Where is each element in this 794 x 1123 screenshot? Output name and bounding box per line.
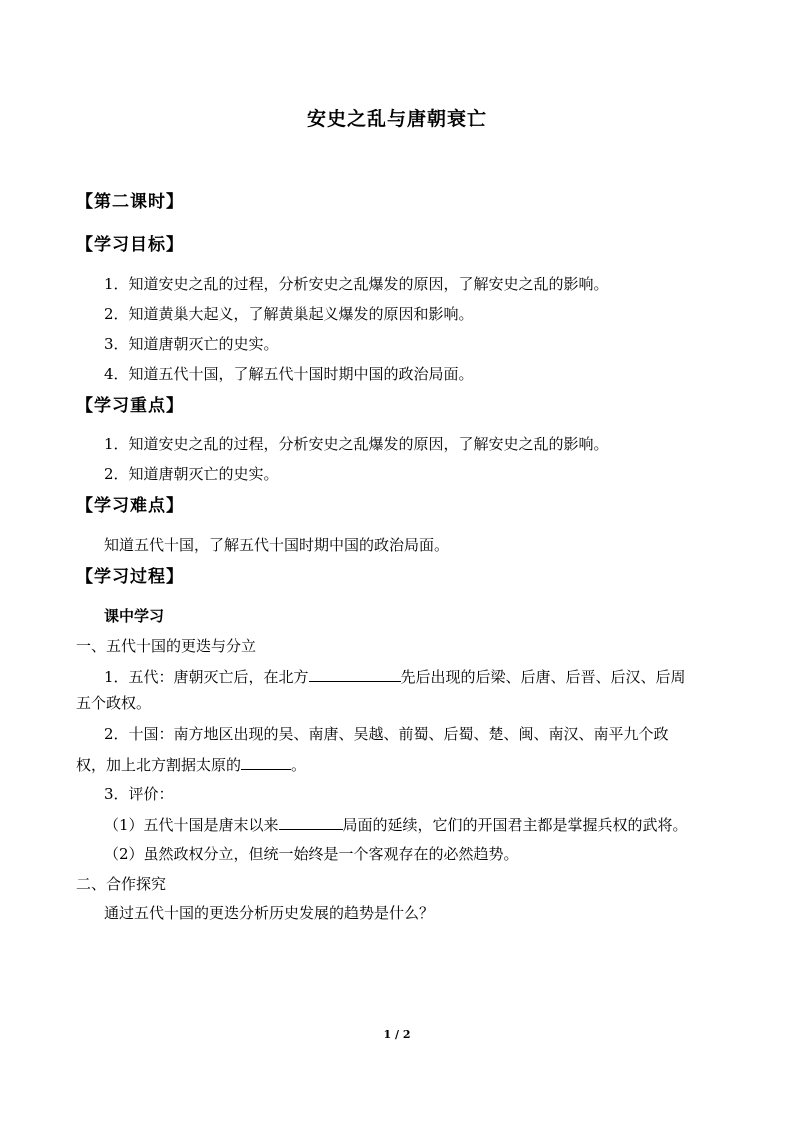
section2-title: 二、合作探究 <box>76 875 167 893</box>
lesson-label: 【第二课时】 <box>76 192 184 212</box>
item3-2-text: （2）虽然政权分立，但统一始终是一个客观存在的必然趋势。 <box>104 845 519 863</box>
objective-item: 3．知道唐朝灭亡的史实。 <box>104 335 279 353</box>
section2-question: 通过五代十国的更迭分析历史发展的趋势是什么？ <box>104 904 435 922</box>
page-number: 1 / 2 <box>383 1028 411 1041</box>
item3-1-line <box>104 814 688 835</box>
objective-item: 2．知道黄巢大起义，了解黄巢起义爆发的原因和影响。 <box>104 305 474 323</box>
item2-text-a: 2．十国：南方地区出现的吴、南唐、吴越、前蜀、后蜀、楚、闽、南汉、南平九个政 <box>104 725 669 743</box>
item1-text-a: 1．五代：唐朝灭亡后，在北方 <box>104 668 309 686</box>
item3-1-text-b: 局面的延续，它们的开国君主都是掌握兵权的武将。 <box>342 816 688 834</box>
fill-blank-1[interactable] <box>309 666 401 682</box>
key-point-item: 2．知道唐朝灭亡的史实。 <box>104 465 279 483</box>
section1-title: 一、五代十国的更迭与分立 <box>76 637 257 655</box>
objectives-heading: 【学习目标】 <box>76 235 184 255</box>
difficulties-text: 知道五代十国，了解五代十国时期中国的政治局面。 <box>104 536 450 554</box>
item1-text-b: 先后出现的后梁、后唐、后晋、后汉、后周 <box>400 668 686 686</box>
item3-title: 3．评价： <box>104 785 174 803</box>
item3-1-text-a: （1）五代十国是唐末以来 <box>104 816 279 834</box>
key-point-item: 1．知道安史之乱的过程，分析安史之乱爆发的原因，了解安史之乱的影响。 <box>104 435 609 453</box>
objective-item: 4．知道五代十国，了解五代十国时期中国的政治局面。 <box>104 365 474 383</box>
difficulties-heading: 【学习难点】 <box>76 496 184 516</box>
fill-blank-3[interactable] <box>279 814 343 830</box>
item2-text-b: 权，加上北方割据太原的 <box>76 756 242 774</box>
process-heading: 【学习过程】 <box>76 567 184 587</box>
objective-item: 1．知道安史之乱的过程，分析安史之乱爆发的原因，了解安史之乱的影响。 <box>104 275 609 293</box>
item1-line <box>104 666 686 687</box>
item2-text-c: 。 <box>291 756 307 774</box>
item1-continuation: 五个政权。 <box>76 694 152 712</box>
process-subheading: 课中学习 <box>104 607 165 625</box>
fill-blank-2[interactable] <box>241 754 291 770</box>
document-title: 安史之乱与唐朝衰亡 <box>306 108 487 130</box>
item2-line <box>76 754 306 775</box>
key-points-heading: 【学习重点】 <box>76 396 184 416</box>
